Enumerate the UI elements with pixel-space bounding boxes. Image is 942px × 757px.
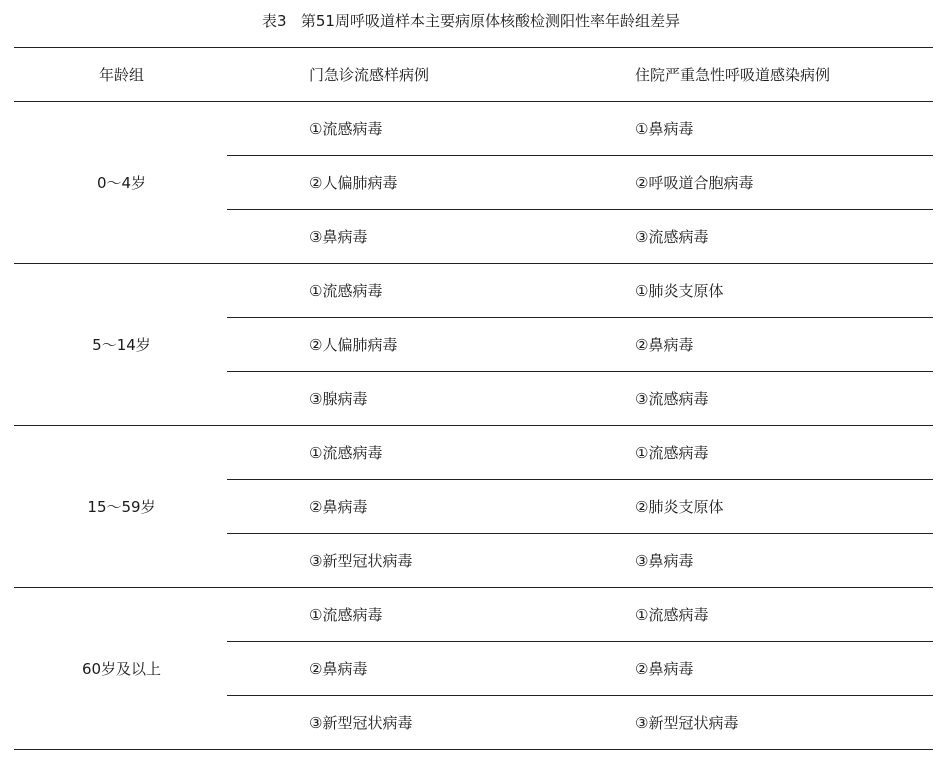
table-row (227, 533, 933, 587)
inpatient-cell: ③鼻病毒 (635, 552, 694, 570)
inpatient-cell: ①流感病毒 (635, 444, 709, 462)
age-group-label: 5～14岁 (92, 336, 151, 354)
table-header-row (14, 48, 933, 102)
age-group-0-4 (14, 102, 933, 264)
outpatient-cell: ①流感病毒 (309, 120, 383, 138)
table-row (227, 371, 933, 425)
outpatient-cell: ②人偏肺病毒 (309, 174, 398, 192)
header-age-group: 年龄组 (98, 66, 144, 84)
outpatient-cell: ②鼻病毒 (309, 498, 368, 516)
table-row (227, 588, 933, 641)
outpatient-cell: ②人偏肺病毒 (309, 336, 398, 354)
inpatient-cell: ③流感病毒 (635, 390, 709, 408)
age-group-60-plus (14, 588, 933, 750)
outpatient-cell: ②鼻病毒 (309, 660, 368, 678)
table-row (227, 317, 933, 371)
inpatient-cell: ②肺炎支原体 (635, 498, 724, 516)
table-row (227, 209, 933, 263)
outpatient-cell: ①流感病毒 (309, 444, 383, 462)
table-row (227, 264, 933, 317)
table-title: 表3 第51周呼吸道样本主要病原体核酸检测阳性率年龄组差异 (262, 12, 680, 30)
outpatient-cell: ③腺病毒 (309, 390, 368, 408)
inpatient-cell: ①肺炎支原体 (635, 282, 724, 300)
header-inpatient: 住院严重急性呼吸道感染病例 (635, 66, 831, 84)
outpatient-cell: ③新型冠状病毒 (309, 552, 413, 570)
inpatient-cell: ③新型冠状病毒 (635, 714, 739, 732)
age-group-15-59 (14, 426, 933, 588)
outpatient-cell: ①流感病毒 (309, 282, 383, 300)
outpatient-cell: ①流感病毒 (309, 606, 383, 624)
table-row (227, 695, 933, 749)
table-row (227, 155, 933, 209)
pathogen-table (14, 47, 933, 750)
age-group-label: 0～4岁 (96, 174, 147, 192)
age-group-5-14 (14, 264, 933, 426)
outpatient-cell: ③鼻病毒 (309, 228, 368, 246)
inpatient-cell: ②呼吸道合胞病毒 (635, 174, 754, 192)
age-group-label: 60岁及以上 (81, 660, 162, 678)
inpatient-cell: ②鼻病毒 (635, 660, 694, 678)
inpatient-cell: ①流感病毒 (635, 606, 709, 624)
table-row (227, 641, 933, 695)
header-outpatient: 门急诊流感样病例 (309, 66, 430, 84)
inpatient-cell: ②鼻病毒 (635, 336, 694, 354)
outpatient-cell: ③新型冠状病毒 (309, 714, 413, 732)
table-row (227, 479, 933, 533)
age-group-label: 15～59岁 (87, 498, 156, 516)
table-row (227, 426, 933, 479)
table-row (227, 102, 933, 155)
inpatient-cell: ③流感病毒 (635, 228, 709, 246)
inpatient-cell: ①鼻病毒 (635, 120, 694, 138)
